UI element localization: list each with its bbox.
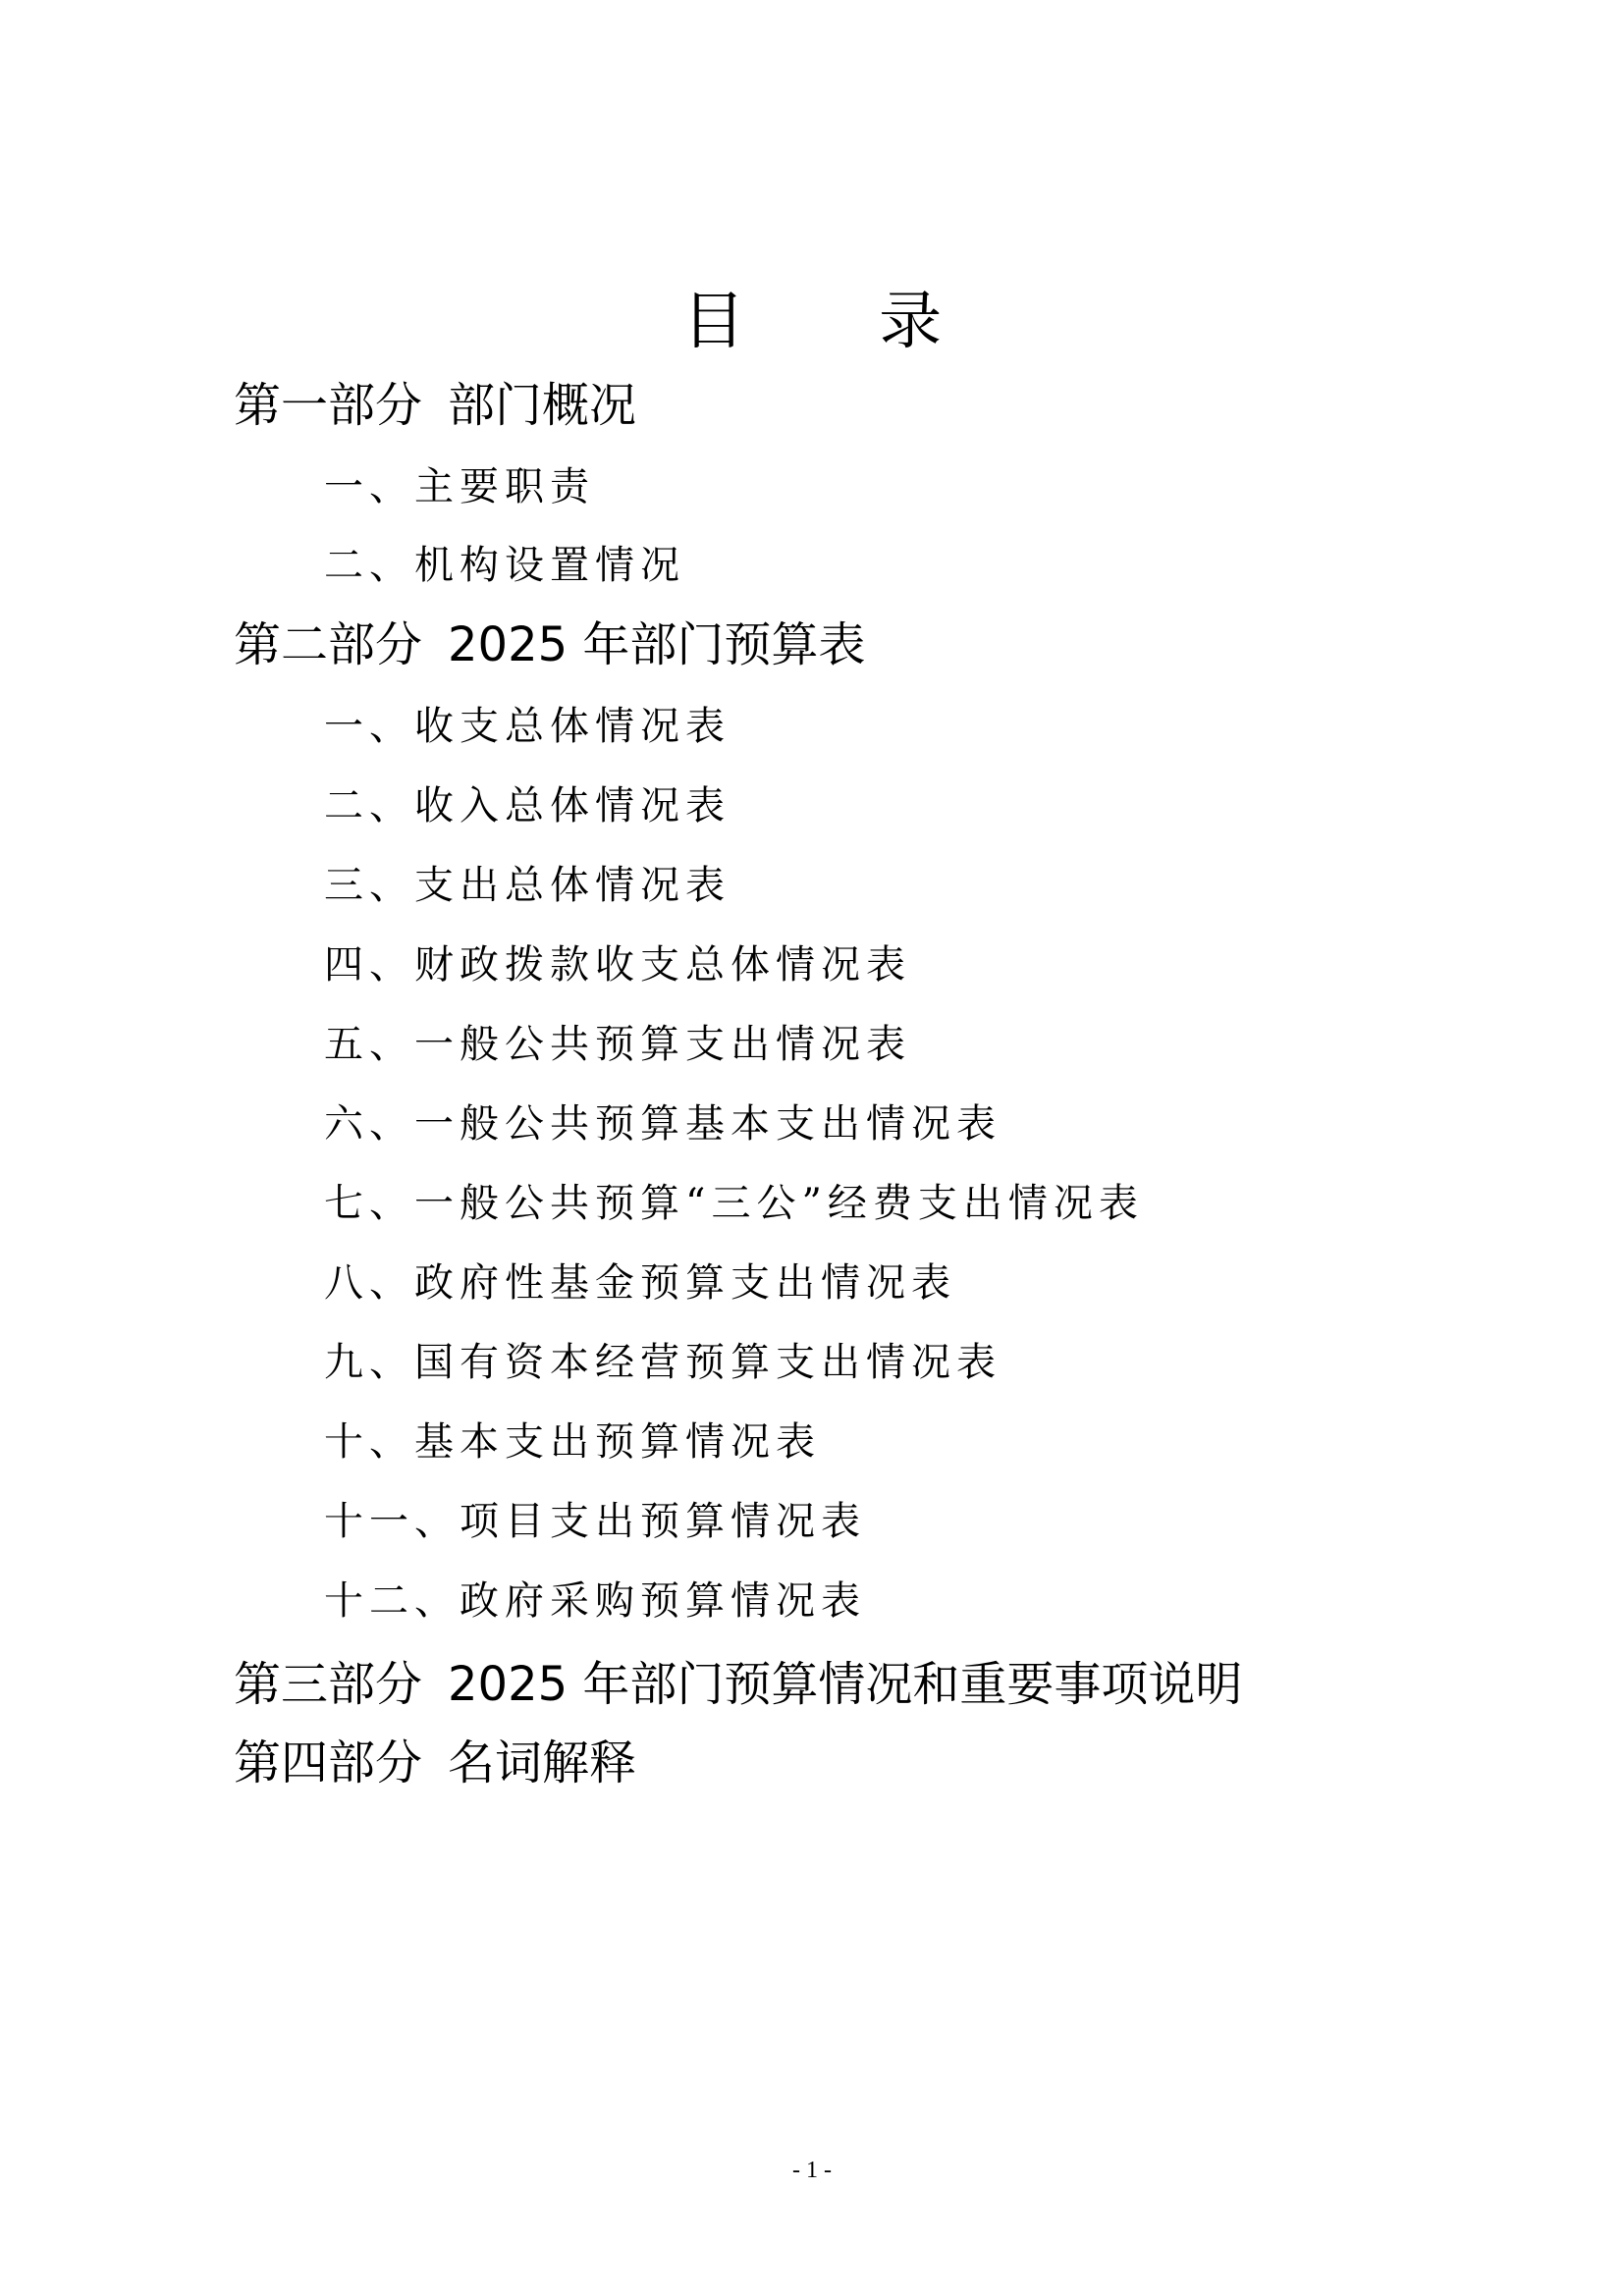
- toc-part-2[interactable]: [234, 615, 865, 674]
- toc-item[interactable]: 十一、项目支出预算情况表: [324, 1499, 866, 1544]
- toc-part-4[interactable]: [234, 1734, 636, 1792]
- toc-item[interactable]: 二、收入总体情况表: [324, 783, 731, 828]
- toc-part-1[interactable]: [234, 376, 636, 435]
- part-number: 第三部分: [234, 1657, 423, 1712]
- part-number: 第二部分: [234, 617, 423, 672]
- page-number: - 1 -: [792, 2158, 832, 2183]
- toc-item[interactable]: 四、财政拨款收支总体情况表: [324, 942, 911, 988]
- toc-item[interactable]: 十、基本支出预算情况表: [324, 1419, 821, 1465]
- toc-item[interactable]: 十二、政府采购预算情况表: [324, 1578, 866, 1624]
- part-title: 名词解释: [448, 1735, 637, 1790]
- toc-item[interactable]: 二、机构设置情况: [324, 543, 685, 588]
- toc-item[interactable]: 七、一般公共预算“三公”经费支出情况表: [324, 1181, 1144, 1226]
- toc-item[interactable]: 八、政府性基金预算支出情况表: [324, 1260, 956, 1306]
- toc-item[interactable]: 一、主要职责: [324, 464, 595, 509]
- toc-item[interactable]: 五、一般公共预算支出情况表: [324, 1022, 911, 1067]
- toc-item[interactable]: 三、支出总体情况表: [324, 863, 731, 908]
- toc-part-3[interactable]: [234, 1655, 1242, 1714]
- toc-title: 目 录: [681, 286, 1000, 358]
- part-number: 第一部分: [234, 378, 423, 433]
- part-title: 2025 年部门预算表: [448, 617, 866, 672]
- toc-item[interactable]: 九、国有资本经营预算支出情况表: [324, 1340, 1001, 1385]
- toc-item[interactable]: 六、一般公共预算基本支出情况表: [324, 1101, 1001, 1147]
- part-number: 第四部分: [234, 1735, 423, 1790]
- part-title: 2025 年部门预算情况和重要事项说明: [448, 1657, 1243, 1712]
- toc-item[interactable]: 一、收支总体情况表: [324, 704, 731, 749]
- part-title: 部门概况: [448, 378, 637, 433]
